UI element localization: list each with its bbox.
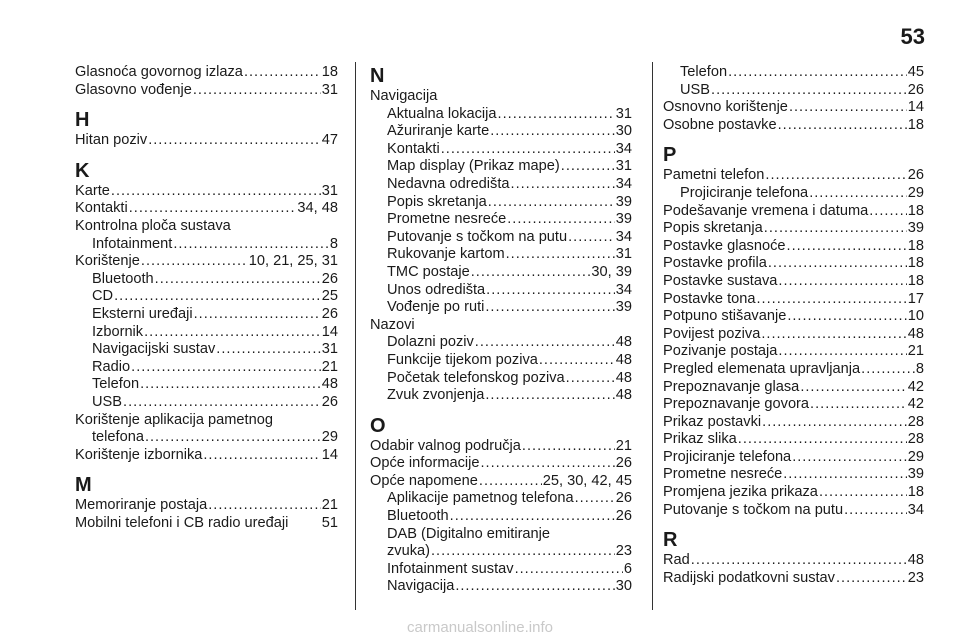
index-entry-label: Rad [663, 552, 690, 569]
index-entry-page: 18 [907, 484, 924, 501]
index-entry-label: Potpuno stišavanje [663, 308, 787, 325]
leader-dots [148, 132, 321, 150]
index-entry-label: Korištenje [75, 253, 140, 270]
index-entry [663, 185, 924, 203]
index-entry-page: 14 [321, 323, 338, 340]
leader-dots [869, 203, 907, 221]
index-entry-label: Aktualna lokacija [387, 105, 497, 122]
leader-dots [778, 273, 906, 291]
index-entry [75, 306, 338, 324]
index-entry [663, 431, 924, 449]
leader-dots [800, 379, 906, 397]
index-entry-label: Projiciranje telefona [680, 184, 809, 201]
leader-dots [194, 306, 321, 324]
index-entry-label: Povijest poziva [663, 325, 761, 342]
index-entry-label: Podešavanje vremena i datuma [663, 202, 869, 219]
index-entry-label: Kontakti [75, 200, 128, 217]
index-entry-page: 31 [321, 81, 338, 98]
index-entry [663, 326, 924, 344]
leader-dots [479, 473, 542, 491]
index-entry-label: Postavke tona [663, 290, 756, 307]
index-entry-label: Prikaz postavki [663, 413, 762, 430]
index-entry [663, 552, 924, 570]
index-entry-label: Zvuk zvonjenja [387, 387, 485, 404]
index-entry [370, 264, 632, 282]
leader-dots [522, 438, 615, 456]
index-entry-label: Nedavna odredišta [387, 175, 510, 192]
index-letter-heading: K [75, 159, 90, 182]
index-entry-label: Prometne nesreće [387, 211, 507, 228]
leader-dots [691, 552, 907, 570]
index-entry-page: 29 [321, 429, 338, 446]
index-entry [75, 497, 338, 515]
index-entry [663, 255, 924, 273]
index-entry-page: 10, 21, 25, 31 [248, 253, 338, 270]
index-entry-label: Infotainment sustav [387, 560, 514, 577]
index-entry [370, 299, 632, 317]
index-column-3 [663, 64, 924, 587]
leader-dots [498, 106, 615, 124]
leader-dots [475, 334, 615, 352]
index-entry-label: Nazovi [370, 316, 415, 333]
index-entry-page: 21 [615, 437, 632, 454]
index-entry [370, 387, 632, 405]
index-entry [370, 508, 632, 526]
index-entry-label: Navigacijski sustav [92, 341, 216, 358]
index-entry-label: Popis skretanja [387, 193, 487, 210]
leader-dots [778, 117, 907, 135]
index-entry-page: 34 [615, 175, 632, 192]
index-entry-page: 25 [321, 288, 338, 305]
index-entry [370, 123, 632, 141]
leader-dots [711, 82, 907, 100]
index-entry [370, 490, 632, 508]
leader-dots [810, 396, 907, 414]
index-entry-label: Glasnoća govornog izlaza [75, 64, 243, 80]
index-entry-label: Pozivanje postaja [663, 343, 778, 360]
index-entry [370, 455, 632, 473]
leader-dots [208, 497, 321, 515]
index-entry-label: Prepoznavanje govora [663, 396, 810, 413]
index-entry [75, 271, 338, 289]
index-entry-page: 18 [907, 272, 924, 289]
index-entry-label: Infotainment [92, 235, 173, 252]
index-entry [370, 473, 632, 491]
index-entry-page: 39 [907, 220, 924, 237]
index-entry-page: 23 [615, 543, 632, 560]
index-entry [75, 236, 338, 254]
index-entry [75, 200, 338, 218]
leader-dots [762, 414, 907, 432]
index-entry-page: 34, 48 [297, 200, 338, 217]
leader-dots [441, 141, 615, 159]
index-entry-label: Osobne postavke [663, 116, 777, 133]
index-entry [663, 379, 924, 397]
leader-dots [539, 352, 615, 370]
index-entry [370, 526, 632, 544]
index-entry-label: Unos odredišta [387, 281, 486, 298]
index-entry-page: 8 [915, 360, 924, 377]
index-entry-page: 42 [907, 378, 924, 395]
index-entry-label: Odabir valnog područja [370, 437, 521, 454]
leader-dots [819, 484, 907, 502]
index-entry-page: 23 [907, 569, 924, 586]
leader-dots [787, 238, 907, 256]
index-entry-label: CD [92, 288, 114, 305]
leader-dots [488, 194, 615, 212]
index-entry-page: 31 [321, 182, 338, 199]
index-entry-label: Opće napomene [370, 472, 478, 489]
index-entry [370, 282, 632, 300]
index-entry-page: 21 [321, 497, 338, 514]
leader-dots [123, 394, 321, 412]
index-entry-label: Korištenje izbornika [75, 446, 203, 463]
index-entry [370, 106, 632, 124]
index-entry-label: Aplikacije pametnog telefona [387, 490, 574, 507]
index-entry-label: Eksterni uređaji [92, 305, 193, 322]
index-entry-page: 31 [615, 158, 632, 175]
index-entry-page: 48 [615, 387, 632, 404]
index-entry-page: 30, 39 [591, 263, 632, 280]
index-entry-page: 39 [615, 211, 632, 228]
index-entry-page: 25, 30, 42, 45 [542, 472, 632, 489]
index-entry-page: 51 [321, 514, 338, 531]
index-entry [663, 64, 924, 82]
column-divider [355, 62, 356, 610]
index-entry-page: 26 [907, 167, 924, 184]
index-entry [75, 288, 338, 306]
index-entry-label: Osnovno korištenje [663, 99, 788, 116]
index-entry-page: 31 [615, 105, 632, 122]
leader-dots [131, 359, 321, 377]
index-entry [75, 132, 338, 150]
index-entry-page: 26 [321, 393, 338, 410]
leader-dots [561, 158, 615, 176]
index-entry [75, 412, 338, 430]
index-entry [370, 211, 632, 229]
leader-dots [144, 324, 321, 342]
index-entry-page: 39 [615, 299, 632, 316]
index-entry-page: 34 [615, 228, 632, 245]
index-entry-label: USB [680, 81, 711, 98]
index-entry-page: 30 [615, 578, 632, 595]
leader-dots [789, 99, 907, 117]
index-entry [663, 449, 924, 467]
index-letter-heading: M [75, 474, 92, 497]
index-entry [75, 341, 338, 359]
index-entry-page: 48 [907, 552, 924, 569]
index-entry [75, 429, 338, 447]
index-entry [75, 64, 338, 82]
index-entry-label: Kontrolna ploča sustava [75, 217, 231, 234]
index-entry [370, 158, 632, 176]
index-entry-label: Map display (Prikaz mape) [387, 158, 560, 175]
index-entry-page: 28 [907, 413, 924, 430]
leader-dots [761, 326, 906, 344]
index-entry-page: 39 [907, 466, 924, 483]
leader-dots [506, 246, 615, 264]
index-entry-label: Projiciranje telefona [663, 448, 792, 465]
index-entry-page: 29 [907, 448, 924, 465]
leader-dots [809, 185, 907, 203]
index-entry-page: 28 [907, 431, 924, 448]
index-entry-page: 18 [907, 255, 924, 272]
index-letter-heading: H [75, 109, 90, 132]
leader-dots [486, 282, 615, 300]
index-entry [75, 447, 338, 465]
index-entry [663, 396, 924, 414]
index-entry-page: 48 [321, 376, 338, 393]
leader-dots [173, 236, 329, 254]
index-entry-page: 21 [321, 358, 338, 375]
index-entry [370, 334, 632, 352]
index-entry [75, 394, 338, 412]
index-entry-page: 17 [907, 290, 924, 307]
index-entry-label: Ažuriranje karte [387, 123, 490, 140]
leader-dots [861, 361, 915, 379]
index-entry [663, 273, 924, 291]
leader-dots [575, 490, 615, 508]
index-entry-label: Vođenje po ruti [387, 299, 485, 316]
index-entry-label: Izbornik [92, 323, 144, 340]
index-entry [75, 359, 338, 377]
leader-dots [728, 64, 907, 82]
index-entry-label: Putovanje s točkom na putu [387, 228, 568, 245]
index-entry [663, 238, 924, 256]
index-entry-page: 26 [615, 508, 632, 525]
index-entry-page: 21 [907, 343, 924, 360]
index-entry-page: 31 [321, 341, 338, 358]
leader-dots [568, 229, 615, 247]
index-entry-label: Rukovanje kartom [387, 246, 505, 263]
index-entry [370, 246, 632, 264]
index-entry-page: 18 [907, 237, 924, 254]
index-entry-label: Telefon [680, 64, 728, 80]
index-entry [370, 370, 632, 388]
index-entry-label: Kontakti [387, 140, 440, 157]
index-entry [663, 414, 924, 432]
index-entry-label: Korištenje aplikacija pametnog [75, 411, 273, 428]
index-entry [370, 352, 632, 370]
index-entry [370, 561, 632, 579]
index-entry-label: Postavke sustava [663, 272, 778, 289]
index-entry [370, 543, 632, 561]
index-entry-page: 18 [907, 116, 924, 133]
index-entry [663, 308, 924, 326]
index-entry [663, 502, 924, 520]
leader-dots [193, 82, 321, 100]
leader-dots [450, 508, 615, 526]
index-entry-page: 39 [615, 193, 632, 210]
index-entry-label: Postavke profila [663, 255, 767, 272]
leader-dots [485, 299, 614, 317]
index-letter-heading: P [663, 144, 677, 167]
leader-dots [768, 255, 907, 273]
index-entry [663, 291, 924, 309]
leader-dots [114, 288, 321, 306]
index-entry-label: zvuka) [387, 543, 430, 560]
index-entry-page: 48 [615, 351, 632, 368]
index-entry-page: 48 [615, 369, 632, 386]
leader-dots [216, 341, 320, 359]
leader-dots [485, 387, 614, 405]
index-entry-label: Prikaz slika [663, 431, 737, 448]
index-entry-label: TMC postaje [387, 263, 470, 280]
index-entry-page: 14 [321, 446, 338, 463]
leader-dots [490, 123, 615, 141]
index-entry [663, 466, 924, 484]
index-entry [370, 229, 632, 247]
index-letter-heading: O [370, 414, 386, 437]
leader-dots [792, 449, 907, 467]
index-entry [663, 82, 924, 100]
index-entry-label: Opće informacije [370, 455, 480, 472]
index-letter-heading: N [370, 65, 385, 87]
leader-dots [765, 167, 906, 185]
index-entry-label: telefona [92, 429, 144, 446]
leader-dots [431, 543, 615, 561]
index-entry-page: 26 [615, 490, 632, 507]
index-entry-label: Radio [92, 358, 131, 375]
leader-dots [511, 176, 615, 194]
leader-dots [515, 561, 623, 579]
index-entry [370, 317, 632, 335]
index-entry-label: Karte [75, 182, 110, 199]
index-entry [663, 167, 924, 185]
leader-dots [507, 211, 615, 229]
leader-dots [471, 264, 591, 282]
index-entry-label: USB [92, 393, 123, 410]
index-entry [370, 438, 632, 456]
index-entry [75, 376, 338, 394]
index-entry [663, 203, 924, 221]
index-entry-label: Radijski podatkovni sustav [663, 569, 835, 586]
index-entry-label: Glasovno vođenje [75, 81, 192, 98]
leader-dots [566, 370, 615, 388]
page-number: 53 [900, 24, 925, 49]
leader-dots [145, 429, 321, 447]
index-entry-label: Pregled elemenata upravljanja [663, 360, 861, 377]
index-entry [75, 218, 338, 236]
leader-dots [778, 343, 906, 361]
index-entry [370, 194, 632, 212]
index-entry-label: Putovanje s točkom na putu [663, 501, 844, 518]
leader-dots [783, 466, 907, 484]
index-entry [663, 343, 924, 361]
index-entry-page: 42 [907, 396, 924, 413]
index-letter-heading: R [663, 529, 678, 552]
leader-dots [844, 502, 907, 520]
index-entry-page: 8 [329, 235, 338, 252]
leader-dots [155, 271, 321, 289]
column-divider [652, 62, 653, 610]
index-entry-label: Početak telefonskog poziva [387, 369, 565, 386]
index-entry-label: Funkcije tijekom poziva [387, 351, 538, 368]
index-entry-label: Prometne nesreće [663, 466, 783, 483]
leader-dots [481, 455, 615, 473]
index-entry [663, 117, 924, 135]
index-entry [370, 176, 632, 194]
index-column-1 [75, 64, 338, 532]
leader-dots [757, 291, 907, 309]
watermark: carmanualsonline.info [407, 619, 553, 636]
index-entry-label: Dolazni poziv [387, 334, 474, 351]
index-entry-page: 26 [615, 455, 632, 472]
index-entry-label: Memoriranje postaja [75, 497, 208, 514]
leader-dots [455, 578, 614, 596]
index-entry-page: 34 [615, 140, 632, 157]
index-entry [75, 515, 338, 533]
index-entry-page: 10 [907, 308, 924, 325]
index-entry-label: DAB (Digitalno emitiranje [387, 525, 551, 542]
index-entry-page: 47 [321, 132, 338, 149]
leader-dots [129, 200, 297, 218]
leader-dots [141, 253, 248, 271]
index-entry [663, 99, 924, 117]
index-entry [370, 578, 632, 596]
index-entry [663, 484, 924, 502]
leader-dots [764, 220, 907, 238]
index-entry-page: 26 [321, 305, 338, 322]
index-entry [75, 82, 338, 100]
index-entry [663, 220, 924, 238]
leader-dots [140, 376, 321, 394]
index-entry-label: Prepoznavanje glasa [663, 378, 800, 395]
index-entry-page: 45 [907, 64, 924, 80]
index-entry-page: 6 [623, 560, 632, 577]
index-entry-label: Navigacija [370, 88, 438, 104]
index-entry-page: 34 [615, 281, 632, 298]
leader-dots [203, 447, 320, 465]
leader-dots [244, 64, 321, 82]
index-entry [663, 570, 924, 588]
leader-dots [787, 308, 906, 326]
index-entry-page: 48 [615, 334, 632, 351]
index-entry-page: 26 [907, 81, 924, 98]
index-entry-label: Promjena jezika prikaza [663, 484, 818, 501]
index-entry-label: Telefon [92, 376, 140, 393]
index-entry [75, 253, 338, 271]
index-entry [75, 183, 338, 201]
index-entry [663, 361, 924, 379]
index-entry-label: Pametni telefon [663, 167, 765, 184]
leader-dots [111, 183, 321, 201]
index-entry-label: Popis skretanja [663, 220, 763, 237]
index-entry [75, 324, 338, 342]
index-entry-page: 31 [615, 246, 632, 263]
index-entry-label: Hitan poziv [75, 132, 148, 149]
index-entry-label: Navigacija [387, 578, 455, 595]
index-entry [370, 88, 632, 106]
index-entry-page: 26 [321, 270, 338, 287]
leader-dots [738, 431, 907, 449]
index-entry-label: Bluetooth [387, 508, 449, 525]
index-column-2 [370, 64, 632, 596]
index-entry-label: Postavke glasnoće [663, 237, 786, 254]
index-entry-page: 18 [907, 202, 924, 219]
index-entry-page: 29 [907, 184, 924, 201]
index-entry-page: 48 [907, 325, 924, 342]
index-entry-page: 18 [321, 64, 338, 80]
index-entry-page: 14 [907, 99, 924, 116]
index-entry-page: 34 [907, 501, 924, 518]
index-entry [370, 141, 632, 159]
leader-dots [836, 570, 907, 588]
index-entry-label: Bluetooth [92, 270, 154, 287]
index-entry-page: 30 [615, 123, 632, 140]
index-entry-label: Mobilni telefoni i CB radio uređaji [75, 514, 289, 531]
